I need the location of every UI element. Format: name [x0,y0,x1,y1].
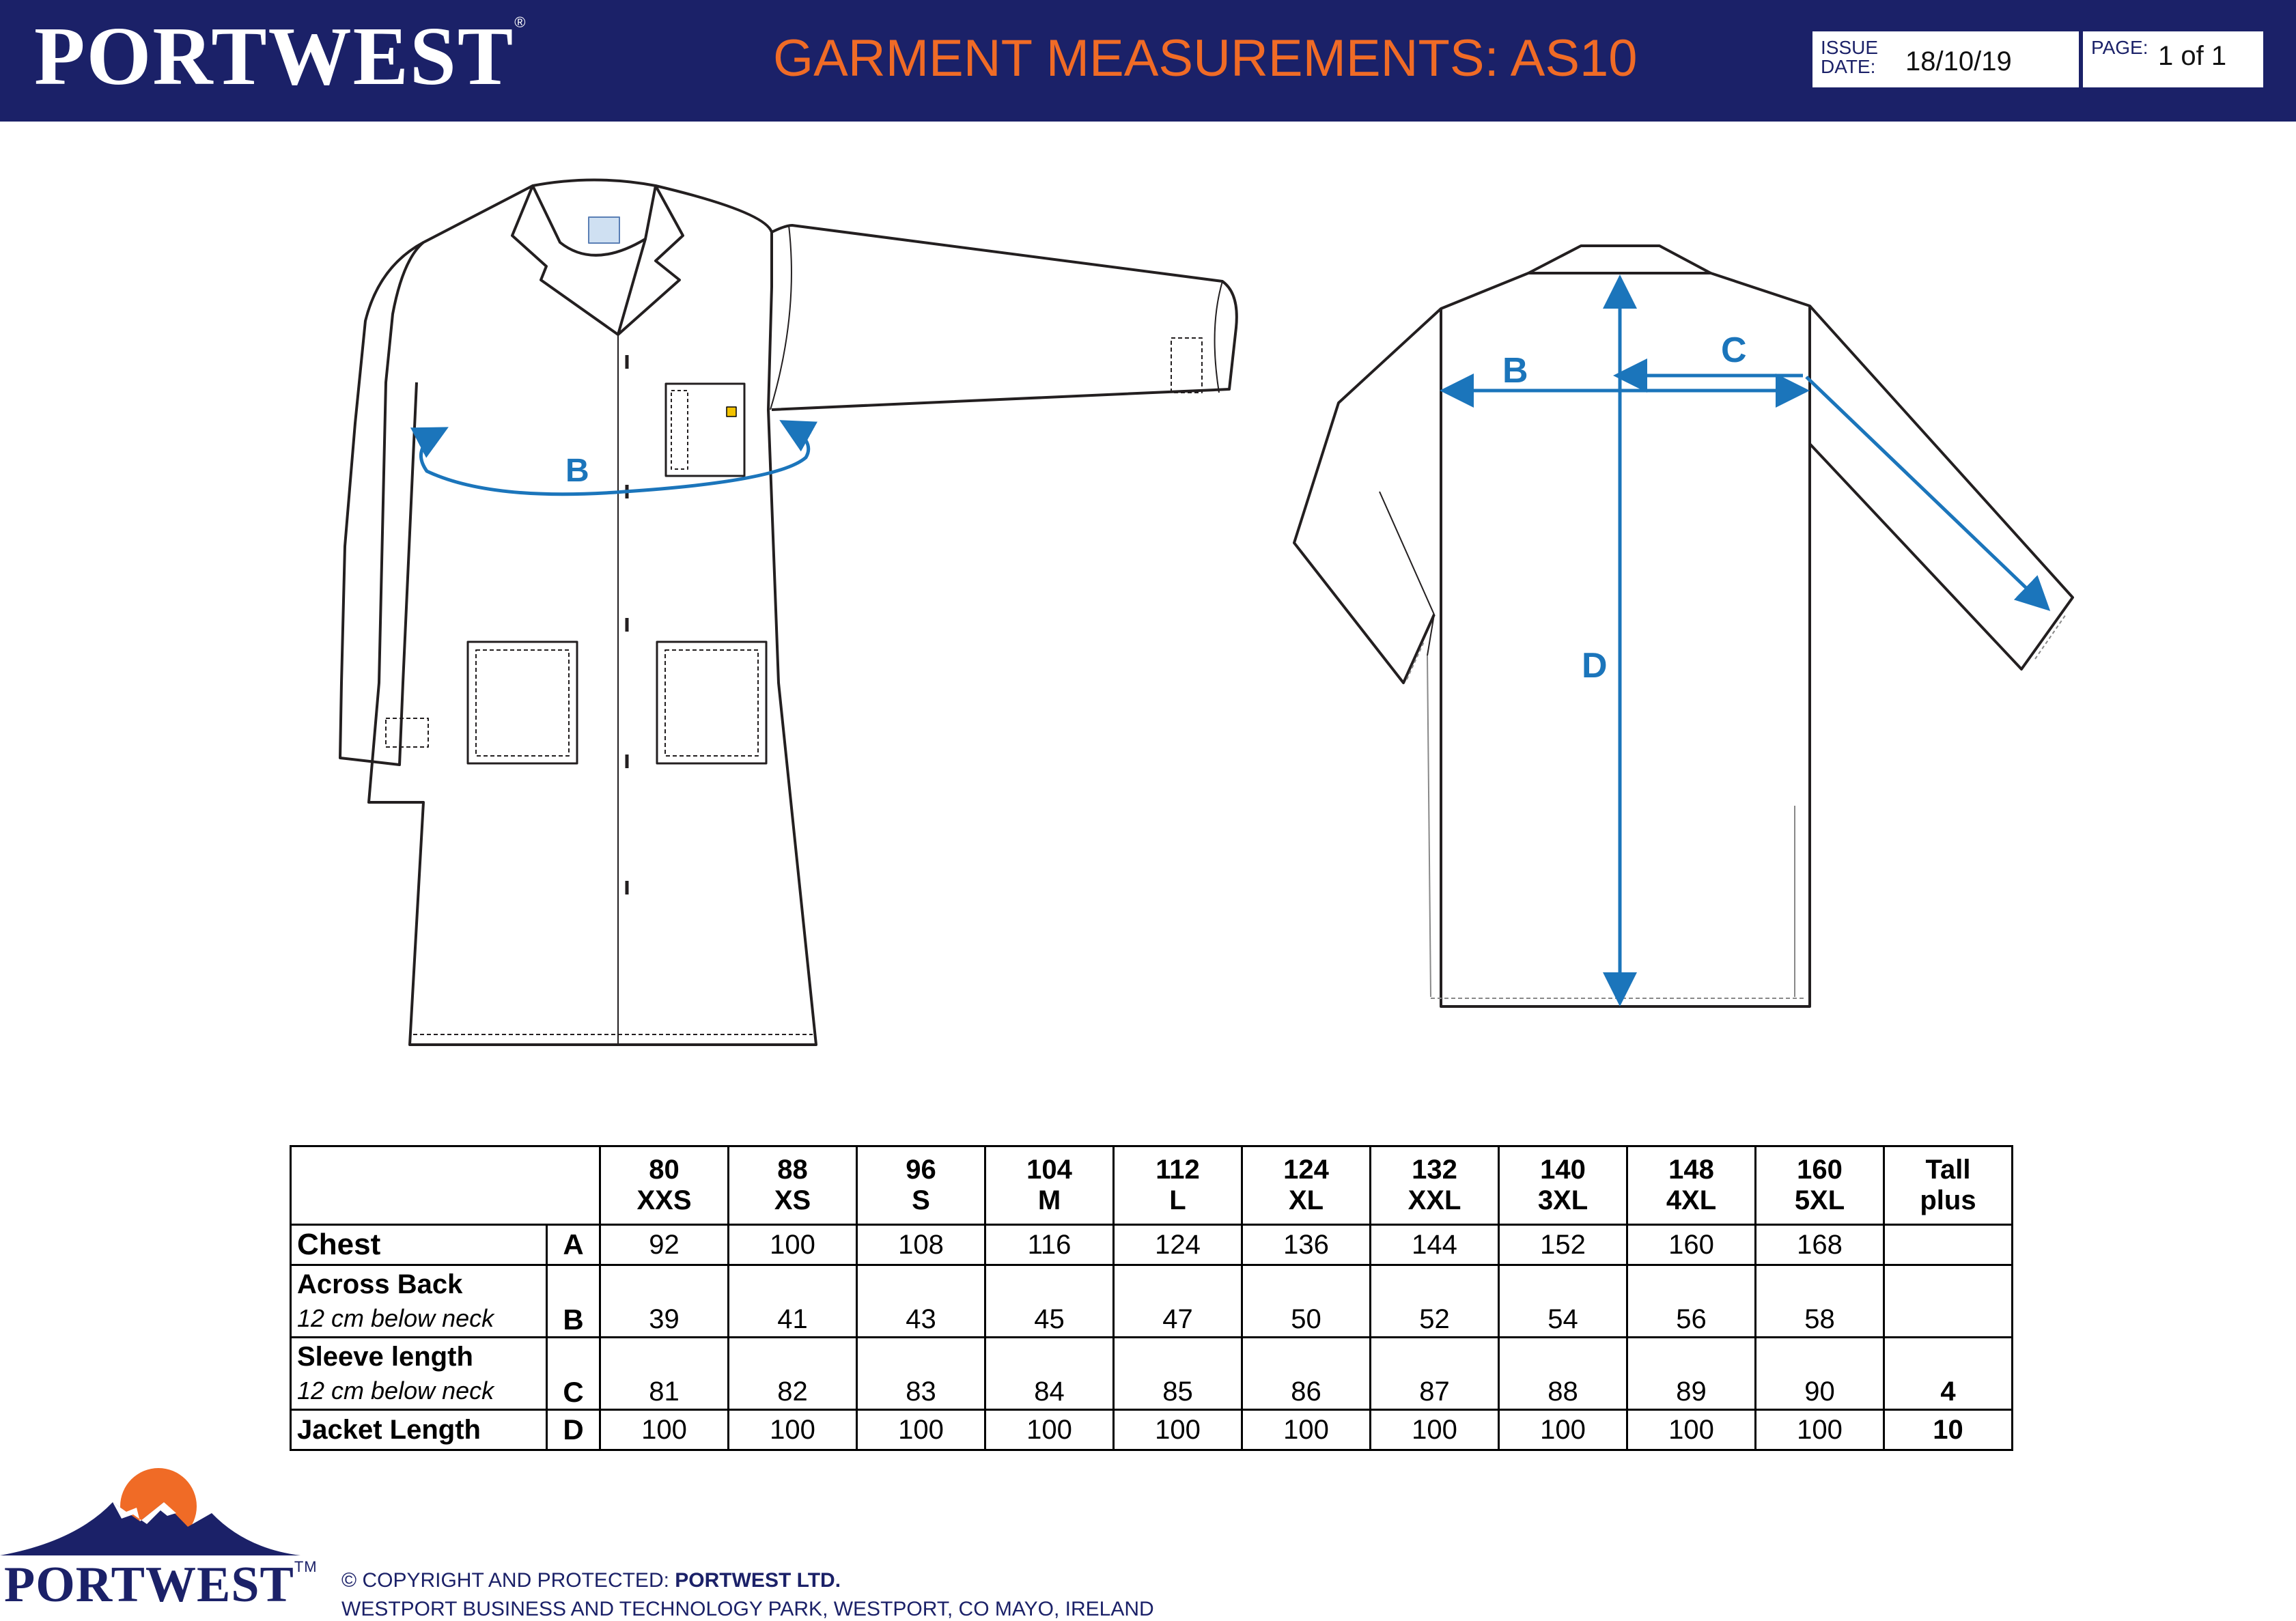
measurement-value: 100 [600,1410,729,1450]
table-row [291,1338,2013,1410]
page-label: PAGE: [2091,37,2148,58]
measurement-value: 43 [857,1265,985,1338]
page-title: GARMENT MEASUREMENTS: AS10 [773,29,1638,87]
back-right-sleeve [1810,306,2073,669]
measurement-value: 85 [1114,1338,1242,1410]
size-numeric-header: 124 [1242,1146,1371,1186]
table-corner-cell [291,1146,600,1225]
tall-plus-value [1884,1225,2013,1265]
garment-diagram [0,122,2296,1105]
footer-brand-name: PORTWEST [4,1557,294,1613]
measurement-value: 100 [729,1225,857,1265]
tall-plus-value: 10 [1884,1410,2013,1450]
date-label: DATE: [1821,56,1876,77]
front-label-b: B [565,453,589,489]
front-chest-measure [421,423,808,494]
neck-label [589,217,619,243]
size-numeric-header: 112 [1114,1146,1242,1186]
back-view [1294,246,2073,1006]
front-body-outline [369,186,816,1045]
lower-pocket-right [657,642,766,763]
chest-pocket [666,384,744,476]
footer-trademark: TM [294,1558,318,1575]
size-numeric-header: 140 [1499,1146,1627,1186]
measurement-value: 108 [857,1225,985,1265]
issue-label: ISSUE [1821,37,1879,58]
measurement-value: 58 [1756,1265,1884,1338]
issue-date-box [1812,31,2079,87]
back-label-b: B [1502,351,1528,391]
measurement-value: 160 [1627,1225,1756,1265]
measurement-value: 41 [729,1265,857,1338]
back-label-c: C [1721,330,1747,370]
measurement-name-cell [291,1225,547,1265]
size-numeric-header: 80 [600,1146,729,1186]
measurement-value: 88 [1499,1338,1627,1410]
size-letter-header: L [1114,1185,1242,1225]
size-table [290,1145,2013,1451]
header-bar [0,0,2296,122]
measurement-value: 100 [729,1410,857,1450]
measurement-letter: D [547,1410,600,1450]
measurement-note: 12 cm below neck [297,1377,494,1405]
copyright-company: PORTWEST LTD. [675,1569,841,1592]
back-body-outline [1441,273,1810,1006]
measurement-name: Chest [297,1228,381,1261]
measurement-value: 168 [1756,1225,1884,1265]
front-lapel-left [512,186,645,335]
page-value: 1 of 1 [2158,41,2227,71]
measurement-value: 100 [1499,1410,1627,1450]
measurement-value: 52 [1371,1265,1499,1338]
lower-pocket-left [468,642,577,763]
registered-mark: ® [514,14,527,31]
measurement-name: Jacket Length [297,1414,481,1445]
measurement-value: 100 [1627,1410,1756,1450]
measurement-name-cell [291,1410,547,1450]
tall-header-plus: plus [1884,1185,2013,1225]
size-numeric-header: 104 [985,1146,1114,1186]
portwest-logo [34,10,527,102]
measurement-letter: C [547,1338,600,1410]
measurement-value: 81 [600,1338,729,1410]
copyright-prefix: © COPYRIGHT AND PROTECTED: [341,1569,675,1592]
measurement-value: 39 [600,1265,729,1338]
measurement-value: 56 [1627,1265,1756,1338]
back-collar [1528,246,1711,273]
sleeve-length-arrow [1806,377,2045,606]
measurement-name-cell [291,1338,547,1410]
measurement-value: 84 [985,1338,1114,1410]
brand-name: PORTWEST [34,10,515,102]
size-numeric-header: 148 [1627,1146,1756,1186]
measurement-value: 50 [1242,1265,1371,1338]
measurement-letter: B [547,1265,600,1338]
measurement-name: Sleeve length [297,1342,473,1372]
size-letter-header: XL [1242,1185,1371,1225]
copyright-line [341,1569,841,1592]
measurement-letter: A [547,1225,600,1265]
address-line: WESTPORT BUSINESS AND TECHNOLOGY PARK, WESTPORT, CO MAYO, IRELAND [341,1598,1154,1620]
measurement-name-cell [291,1265,547,1338]
front-view [340,180,1237,1045]
size-letter-header: M [985,1185,1114,1225]
table-row [291,1410,2013,1450]
size-letter-header: 4XL [1627,1185,1756,1225]
page-box [2083,31,2263,87]
size-numeric-header: 160 [1756,1146,1884,1186]
measurement-value: 90 [1756,1338,1884,1410]
measurement-value: 100 [1242,1410,1371,1450]
footer-brand [4,1557,318,1613]
front-right-sleeve [772,225,1237,410]
tall-plus-value [1884,1265,2013,1338]
measurement-value: 86 [1242,1338,1371,1410]
size-letter-header: XXS [600,1185,729,1225]
tall-header: Tall [1884,1146,2013,1186]
tall-plus-value: 4 [1884,1338,2013,1410]
measurement-name: Across Back [297,1269,463,1299]
measurement-value: 82 [729,1338,857,1410]
measurement-value: 116 [985,1225,1114,1265]
back-measure-arrows [1446,281,2045,1000]
measurement-value: 92 [600,1225,729,1265]
measurement-value: 83 [857,1338,985,1410]
size-letter-header: XXL [1371,1185,1499,1225]
measurement-value: 124 [1114,1225,1242,1265]
size-numeric-header: 88 [729,1146,857,1186]
measurement-value: 47 [1114,1265,1242,1338]
measurement-value: 45 [985,1265,1114,1338]
size-letter-header: 3XL [1499,1185,1627,1225]
back-left-sleeve [1294,309,1441,683]
measurement-value: 100 [1114,1410,1242,1450]
measurement-value: 54 [1499,1265,1627,1338]
measurement-value: 144 [1371,1225,1499,1265]
table-header-row [291,1146,2013,1186]
back-label-d: D [1582,646,1608,686]
measurement-value: 100 [985,1410,1114,1450]
measurement-value: 152 [1499,1225,1627,1265]
measurement-note: 12 cm below neck [297,1304,494,1332]
cuff-tab-left [386,718,428,747]
measurement-value: 136 [1242,1225,1371,1265]
measurement-value: 100 [1371,1410,1499,1450]
table-row [291,1225,2013,1265]
esd-warning-icon [727,407,736,417]
measurement-value: 100 [1756,1410,1884,1450]
measurement-value: 100 [857,1410,985,1450]
footer-mountain-logo [0,1453,314,1569]
size-letter-header: 5XL [1756,1185,1884,1225]
size-numeric-header: 132 [1371,1146,1499,1186]
issue-date-value: 18/10/19 [1905,46,2012,76]
measurement-value: 89 [1627,1338,1756,1410]
cuff-tab-right [1171,338,1202,393]
issue-date-label [1821,38,1878,76]
measurement-value: 87 [1371,1338,1499,1410]
size-letter-header: S [857,1185,985,1225]
table-row [291,1265,2013,1338]
size-numeric-header: 96 [857,1146,985,1186]
size-letter-header: XS [729,1185,857,1225]
